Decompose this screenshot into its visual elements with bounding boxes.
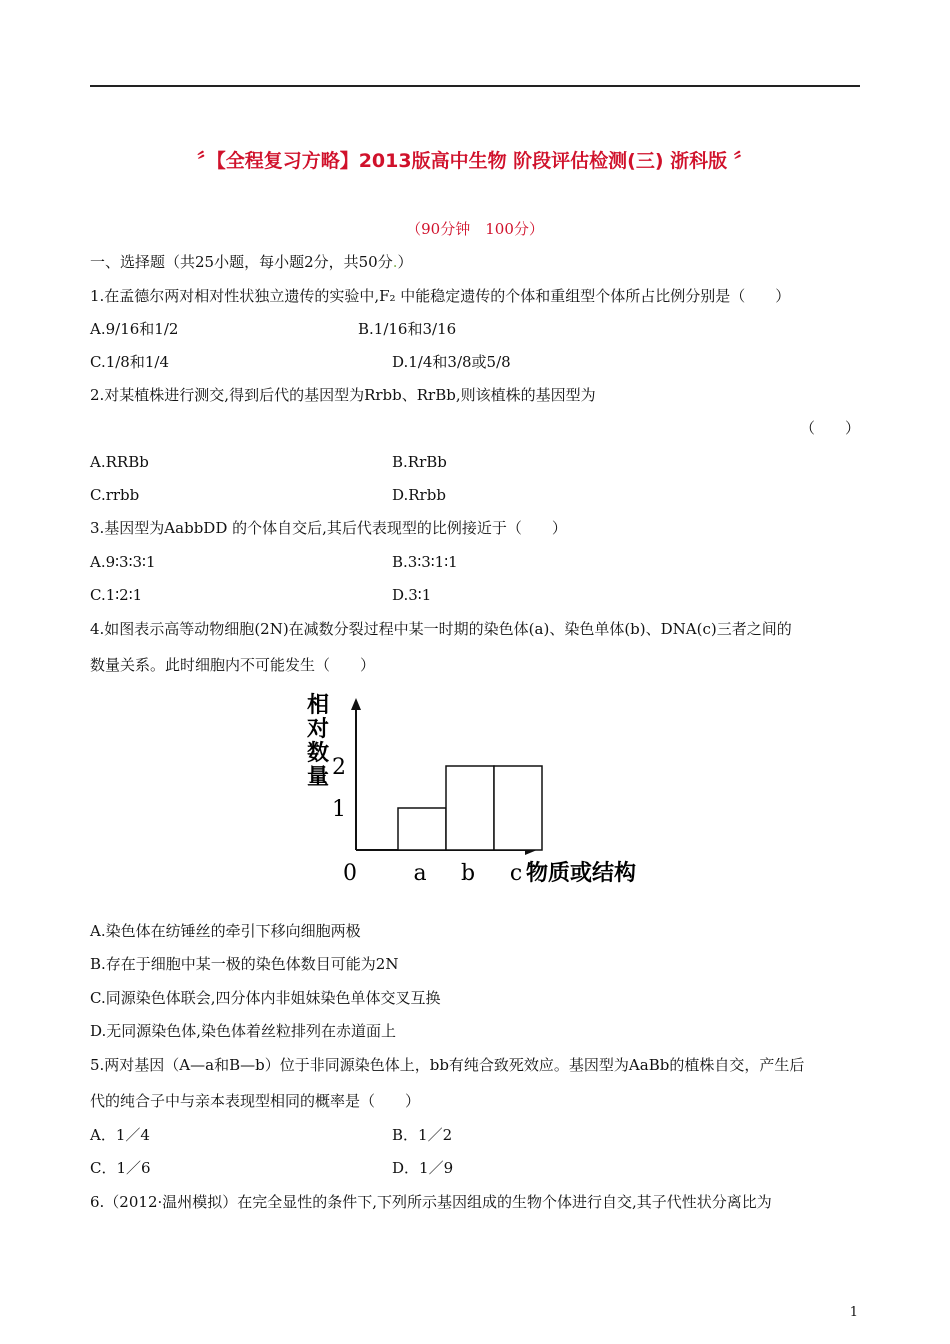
q4-option-d: D.无同源染色体,染色体着丝粒排列在赤道面上: [90, 1022, 397, 1040]
q4-option-c: C.同源染色体联会,四分体内非姐妹染色单体交叉互换: [90, 989, 441, 1007]
y-tick-label: 2: [332, 755, 346, 780]
y-axis-arrow: [351, 698, 361, 710]
y-axis-label-char: 数: [306, 741, 330, 766]
q1-option-a: A.9/16和1/2: [90, 320, 179, 338]
x-tick-label-a: a: [413, 861, 427, 886]
question-4-stem-line-1: 4.如图表示高等动物细胞(2N)在减数分裂过程中某一时期的染色体(a)、染色单体(b)、DNA(c)三者之间的: [90, 620, 792, 638]
q2-option-a: A.RRBb: [90, 453, 149, 471]
y-axis-label-char: 量: [306, 765, 330, 790]
q2-option-c: C.rrbb: [90, 486, 140, 504]
q1-option-b: B.1/16和3/16: [358, 320, 457, 338]
question-3-stem: 3.基因型为AabbDD 的个体自交后,其后代表现型的比例接近于（ ）: [90, 519, 567, 537]
q2-option-b: B.RrBb: [392, 453, 447, 471]
origin-label: 0: [343, 861, 357, 886]
q1-option-c: C.1/8和1/4: [90, 353, 169, 371]
question-1-stem: 1.在孟德尔两对相对性状独立遗传的实验中,F₂ 中能稳定遗传的个体和重组型个体所占比例分别是（ ）: [90, 287, 791, 305]
x-tick-label-c: c: [509, 861, 523, 886]
q3-option-c: C.1∶2∶1: [90, 586, 143, 604]
question-5-stem-line-1: 5.两对基因（A—a和B—b）位于非同源染色体上，bb有纯合致死效应。基因型为AaBb的植株自交，产生后: [90, 1056, 805, 1074]
q3-option-b: B.3∶3∶1∶1: [392, 553, 458, 571]
q3-option-a: A.9∶3∶3∶1: [90, 553, 156, 571]
document-title: 〞【全程复习方略】2013版高中生物 阶段评估检测(三) 浙科版 〞: [197, 150, 753, 172]
question-6-stem: 6.（2012·温州模拟）在完全显性的条件下,下列所示基因组成的生物个体进行自交,其子代性状分离比为: [90, 1193, 772, 1211]
q5-option-b: B．1／2: [392, 1126, 453, 1144]
x-tick-label-b: b: [460, 861, 476, 886]
q2-answer-paren: （ ）: [799, 419, 860, 437]
q5-option-c: C．1／6: [90, 1159, 151, 1177]
y-axis-label-char: 相: [306, 693, 330, 718]
question-4-stem-line-2: 数量关系。此时细胞内不可能发生（ ）: [90, 656, 376, 674]
q3-option-d: D.3∶1: [392, 586, 432, 604]
q1-option-d: D.1/4和3/8或5/8: [392, 353, 511, 371]
bar-a: [398, 808, 446, 850]
question-2-stem: 2.对某植株进行测交,得到后代的基因型为Rrbb、RrBb,则该植株的基因型为: [90, 386, 596, 404]
q4-option-b: B.存在于细胞中某一极的染色体数目可能为2N: [90, 955, 399, 973]
x-axis-label: 物质或结构: [526, 861, 637, 886]
question-5-stem-line-2: 代的纯合子中与亲本表现型相同的概率是（ ）: [90, 1092, 421, 1110]
section-heading: 一、选择题（共25小题，每小题2分，共50分.）: [90, 253, 413, 271]
header-rule: [90, 85, 860, 87]
page-number: 1: [849, 1305, 858, 1320]
exam-duration-score: （90分钟 100分）: [406, 220, 544, 238]
q2-option-d: D.Rrbb: [392, 486, 446, 504]
bar-chart-figure: [300, 690, 670, 890]
y-axis-label-char: 对: [306, 717, 330, 742]
y-tick-label: 1: [332, 797, 346, 822]
q5-option-d: D．1／9: [392, 1159, 454, 1177]
bar-c: [494, 766, 542, 850]
q5-option-a: A．1／4: [90, 1126, 150, 1144]
bar-b: [446, 766, 494, 850]
q4-option-a: A.染色体在纺锤丝的牵引下移向细胞两极: [90, 922, 361, 940]
